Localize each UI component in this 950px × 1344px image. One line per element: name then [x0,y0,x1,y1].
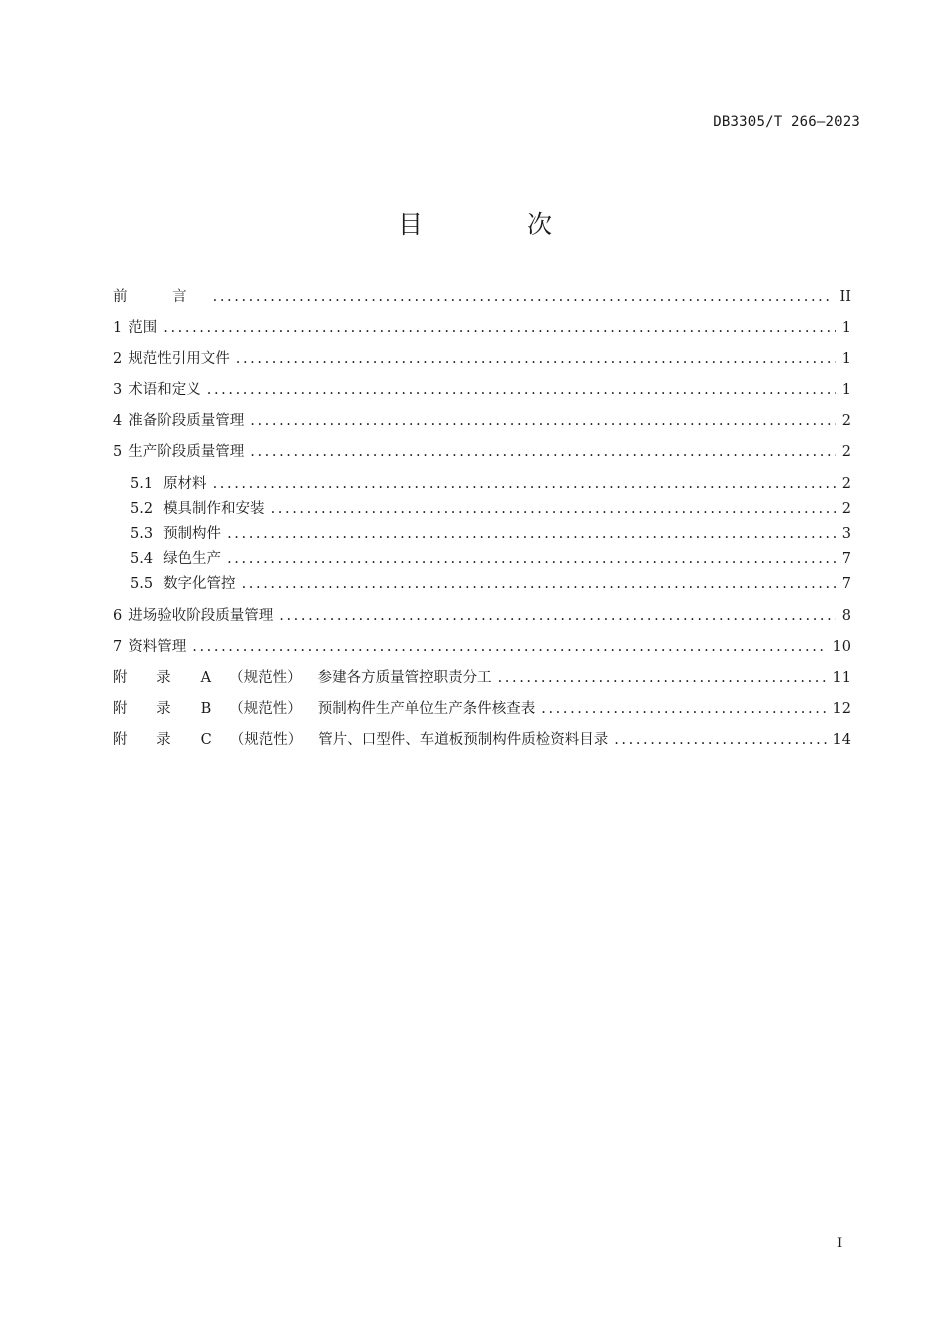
toc-entry-chapter-5[interactable] [113,440,851,471]
toc-page-number: 1 [841,320,851,336]
toc-page-number: 3 [841,526,851,542]
toc-entry-foreword[interactable] [113,285,851,316]
toc-page-number: 2 [841,476,851,492]
toc-leader-dots [192,639,826,655]
toc-leader-dots [213,289,834,305]
toc-chapter-number: 2 [113,351,123,367]
toc-section-number: 5.1 [130,476,154,492]
toc-leader-dots [213,476,836,492]
table-of-contents [113,285,851,759]
toc-appendix-prefix: 附 录 [113,670,183,686]
toc-chapter-number: 7 [113,639,123,655]
toc-label: 准备阶段质量管理 [128,413,245,429]
toc-page-number: 2 [841,501,851,517]
toc-label: 预制构件生产单位生产条件核查表 [317,701,536,717]
toc-page-number: 1 [841,382,851,398]
toc-page-number: 10 [832,639,851,655]
toc-entry-chapter-3[interactable] [113,378,851,409]
toc-page-number: 2 [841,444,851,460]
toc-page-number: 2 [841,413,851,429]
toc-appendix-letter: B [200,701,212,717]
toc-entry-appendix-b[interactable] [113,697,851,728]
toc-label: 术语和定义 [128,382,201,398]
document-code: DB3305/T 266—2023 [713,114,860,130]
toc-appendix-prefix: 附 录 [113,732,183,748]
toc-section-number: 5.4 [130,551,154,567]
toc-leader-dots [242,576,836,592]
toc-label: 进场验收阶段质量管理 [128,608,274,624]
toc-leader-dots [279,608,836,624]
page-title: 目 次 [398,210,600,239]
toc-label: 预制构件 [163,526,222,542]
toc-chapter-number: 3 [113,382,123,398]
toc-entry-section-5-5[interactable] [113,572,851,597]
toc-page-number: 1 [841,351,851,367]
toc-label: 模具制作和安装 [163,501,265,517]
toc-appendix-type: （规范性） [229,732,303,748]
toc-entry-appendix-a[interactable] [113,666,851,697]
toc-leader-dots [271,501,836,517]
toc-appendix-type: （规范性） [229,701,302,717]
toc-leader-dots [227,551,836,567]
toc-entry-chapter-4[interactable] [113,409,851,440]
toc-entry-section-5-2[interactable] [113,497,851,522]
toc-label: 生产阶段质量管理 [128,444,245,460]
toc-leader-dots [227,526,836,542]
toc-entry-appendix-c[interactable] [113,728,851,759]
toc-leader-dots [541,701,826,717]
toc-entry-section-5-3[interactable] [113,522,851,547]
toc-label: 绿色生产 [163,551,222,567]
toc-chapter-number: 6 [113,608,123,624]
toc-page-number: 7 [841,551,851,567]
toc-chapter-number: 1 [113,320,123,336]
toc-entry-section-5-4[interactable] [113,547,851,572]
toc-appendix-type: （规范性） [229,670,302,686]
toc-page-number: 7 [841,576,851,592]
toc-leader-dots [207,382,836,398]
toc-entry-chapter-1[interactable] [113,316,851,347]
toc-entry-chapter-2[interactable] [113,347,851,378]
toc-leader-dots [498,670,827,686]
toc-entry-chapter-7[interactable] [113,635,851,666]
toc-entry-chapter-6[interactable] [113,604,851,635]
toc-label: 范围 [128,320,158,336]
toc-leader-dots [614,732,826,748]
toc-label: 管片、口型件、车道板预制构件质检资料目录 [318,732,609,748]
toc-entry-section-5-1[interactable] [113,472,851,497]
toc-chapter-number: 5 [113,444,123,460]
toc-label: 前 言 [113,289,207,305]
toc-chapter-number: 4 [113,413,123,429]
toc-appendix-letter: A [200,670,212,686]
toc-appendix-prefix: 附 录 [113,701,183,717]
toc-leader-dots [163,320,836,336]
toc-section-number: 5.2 [130,501,154,517]
toc-label: 数字化管控 [163,576,236,592]
toc-appendix-letter: C [200,732,212,748]
toc-leader-dots [250,444,836,460]
toc-section-number: 5.3 [130,526,154,542]
toc-page-number: 8 [841,608,851,624]
toc-label: 原材料 [163,476,207,492]
toc-page-number: 14 [832,732,851,748]
toc-page-number: 12 [832,701,851,717]
toc-label: 参建各方质量管控职责分工 [317,670,492,686]
toc-section-number: 5.5 [130,576,154,592]
toc-label: 资料管理 [128,639,187,655]
toc-label: 规范性引用文件 [128,351,230,367]
toc-leader-dots [236,351,836,367]
toc-leader-dots [250,413,836,429]
toc-page-number: II [839,289,851,305]
page-number: I [837,1236,843,1251]
toc-page-number: 11 [832,670,851,686]
